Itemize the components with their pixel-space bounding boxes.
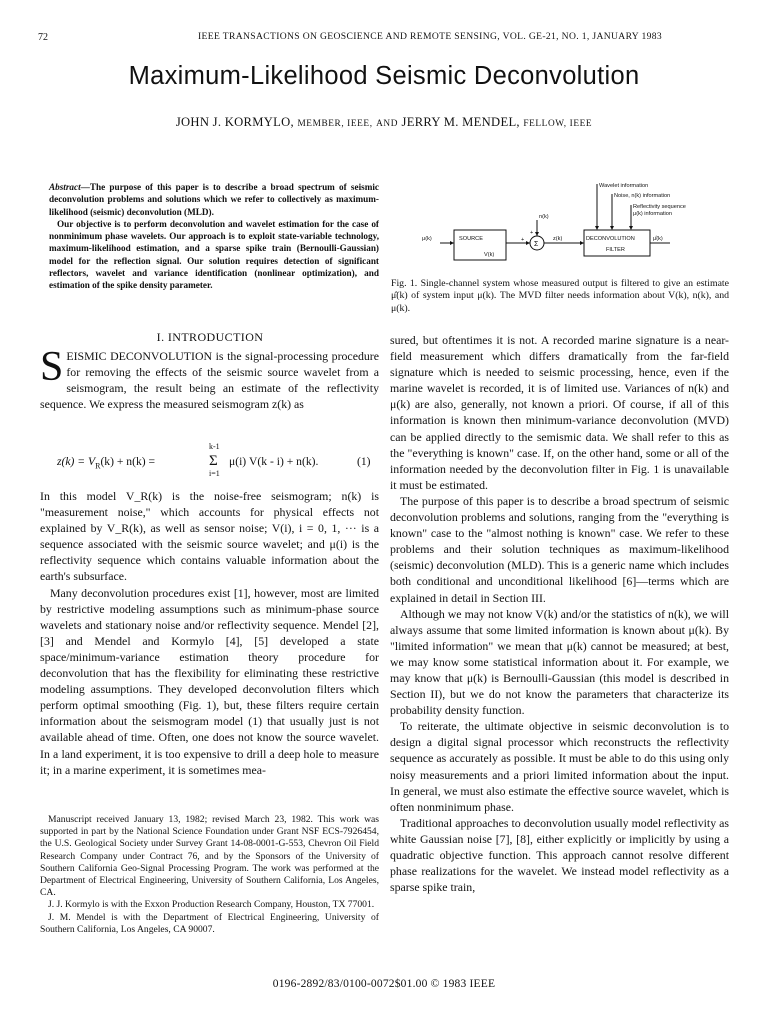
label-deconvolution: DECONVOLUTION xyxy=(586,236,635,242)
footnotes xyxy=(40,814,379,936)
eq-sum-bottom: i=1 xyxy=(209,469,220,478)
intro-p3: Many deconvolution procedures exist [1], however, most are limited by restrictive modeling assumptions such as minimum-phase source wavelets and stationary noise and/or reflectivity sequence. Mendel [2], [3] and Mendel and Kormylo [4], [5] developed a state space/minimum-variance estimation theory procedure for deconvolution that has the flexibility for eliminating these restrictive modeling assumptions. They developed deconvolution filters which perform optimal smoothing (Fig. 1), but, these filters require certain information about the seismogram model (1) that usually just is not available ahead of time. Often, one does not know the source wavelet. In a land experiment, it is too expensive to drill a deep hole to measure it; in a marine experiment, it is sometimes mea- xyxy=(40,585,379,777)
label-mu-hat: μ̂(k) xyxy=(653,236,663,242)
left-column-body xyxy=(40,488,379,778)
footnote-1: Manuscript received January 13, 1982; revised March 23, 1982. This work was supported in part by the National Science Foundation under Grant NSF ECS-7926454, the U.S. Geological Society under Survey Grant 14-08-0001-G-553, Chevron Oil Field Research Company under Contract 76, and by the Sponsors of the University of Southern California Geo-Signal Processing Program. The work was performed at the Department of Electrical Engineering, University of Southern California, Los Angeles, CA. xyxy=(40,814,379,899)
eq-sub: R xyxy=(95,461,101,471)
abstract-label: Abstract xyxy=(49,182,81,192)
label-plus-left: + xyxy=(521,237,525,243)
label-zk: z(k) xyxy=(553,236,563,242)
eq-sum-top: k-1 xyxy=(209,442,220,451)
equation-1 xyxy=(57,442,381,482)
left-column-top xyxy=(40,344,379,412)
eq-number: (1) xyxy=(357,455,371,468)
label-wavelet-information: Wavelet information xyxy=(599,183,649,189)
copyright-line: 0196-2892/83/0100-0072$01.00 © 1983 IEEE xyxy=(272,978,496,990)
right-p3: Although we may not know V(k) and/or the statistics of n(k), we will always assume that some limited information is known about μ(k). By "limited information" we mean that μ(k) cannot be measured; at best, we may know some statistical information about it. For example, we may know that μ(k) is Bernoulli-Gaussian (this model is described in Section II), but we do not know the parameters that characterize its probability density function. xyxy=(390,606,729,718)
eq-rhs: μ(i) V(k - i) + n(k). xyxy=(229,455,319,468)
label-sigma: Σ xyxy=(534,241,539,248)
label-reflectivity-sequence: Reflectivity sequence xyxy=(633,204,686,210)
author-2-role: FELLOW, IEEE xyxy=(523,119,593,129)
source-box xyxy=(454,230,506,260)
intro-p2: In this model V_R(k) is the noise-free seismogram; n(k) is "measurement noise," which accounts for physical effects not explained by V_R(k), as well as sensor noise; V(i), i = 0, 1, ··· is a sequence associated with the seismic source wavelet; and μ(i) is the reflectivity sequence which contains valuable information about the earth's subsurface. xyxy=(40,489,379,584)
right-p2: The purpose of this paper is to describe a broad spectrum of seismic deconvolution problems and solutions, ranging from the "everything is known" case to the "almost nothing is known" case. We refer to these problems and their solution techniques as maximum-likelihood (seismic) deconvolution (MLD). This is a generic name which includes both conditional and unconditional likelihood [6]—terms which are explained in detail in Section III. xyxy=(390,493,729,605)
label-plus-top: + xyxy=(530,230,534,236)
footnote-2: J. J. Kormylo is with the Exxon Production Research Company, Houston, TX 77001. xyxy=(48,899,375,911)
author-1: JOHN J. KORMYLO, xyxy=(175,115,294,129)
abstract-p2: Our objective is to perform deconvolution and wavelet estimation for the case of nonminimum phase wavelets. Our approach is to exploit state-variable technology, maximum-likelihood estimation, and a sparse spike train (Bernoulli-Gaussian) model for the reflection signal. Our solution requires detection of significant reflectors, wavelet and variance identification (nonlinear optimization), and estimation of the spike density parameter. xyxy=(49,218,379,291)
author-and: AND xyxy=(376,119,399,129)
eq-lhs: z(k) = V xyxy=(57,455,96,468)
intro-p1: EISMIC DECONVOLUTION is the signal-processing procedure for removing the effects of the seismic source wavelet from a seismogram, the result being an estimate of the reflectivity sequence. We express the measured seismogram z(k) as xyxy=(40,349,379,412)
label-mu-information: μ(k) information xyxy=(633,211,672,217)
right-p1: sured, but oftentimes it is not. A recorded marine signature is a near-field measurement which differs dramatically from the far-field signature which is needed to seismic processing, hence, even if the marine wavelet is recorded, it is of limited use. Variances of n(k) and μ(k) are also, generally, not known a priori. Of course, if all of this information is known then minimum-variance deconvolution (MVD) can be applied directly to the semismic data. We shall refer to this as the "everything is known" case. If, on the other hand, some or all of the information needed by the deconvolution filter in Fig. 1 is unavailable it must be estimated. xyxy=(390,333,729,492)
label-noise-information: Noise, n(k) information xyxy=(614,193,671,199)
label-vk: V(k) xyxy=(484,252,495,258)
author-1-role: MEMBER, IEEE, xyxy=(297,119,373,129)
label-source: SOURCE xyxy=(459,236,483,242)
journal-header: IEEE TRANSACTIONS ON GEOSCIENCE AND REMOTE SENSING, VOL. GE-21, NO. 1, JANUARY 1983 xyxy=(198,31,663,42)
caption-text: Single-channel system whose measured output is filtered to give an estimate μ̂(k) of system input μ(k). The MVD filter needs information about V(k), n(k), and μ(k). xyxy=(391,278,729,314)
eq-sum-symbol: Σ xyxy=(209,453,218,469)
page-number: 72 xyxy=(38,32,48,43)
author-2: JERRY M. MENDEL, xyxy=(401,115,520,129)
label-mu-input: μ(k) xyxy=(422,236,432,242)
figure-1-caption xyxy=(391,278,729,315)
section-heading: I. INTRODUCTION xyxy=(156,330,264,344)
abstract-p1: —The purpose of this paper is to describe a broad spectrum of seismic deconvolution problems and solutions which we refer to collectively as maximum-likelihood (seismic) deconvolution (MLD). xyxy=(49,182,379,217)
paper-title: Maximum-Likelihood Seismic Deconvolution xyxy=(128,62,640,90)
footnote-3: J. M. Mendel is with the Department of Electrical Engineering, University of Southern California, Los Angeles, CA 90007. xyxy=(40,911,379,935)
right-column xyxy=(390,332,729,895)
label-nk: n(k) xyxy=(539,214,549,220)
author-line xyxy=(0,115,768,130)
eq-lhs-group xyxy=(57,455,155,470)
right-p5: Traditional approaches to deconvolution usually model reflectivity as white Gaussian noise [7], [8], either explicitly or implicitly by using a quadratic objective function. This approach cannot resolve different phase realizations for the wavelet. We instead model reflectivity as a sparse spike train, xyxy=(390,815,729,895)
eq-mid: (k) + n(k) = xyxy=(100,455,156,468)
abstract xyxy=(49,181,379,292)
label-filter: FILTER xyxy=(606,247,625,253)
caption-label: Fig. 1. xyxy=(391,278,418,289)
drop-cap: S xyxy=(40,344,64,390)
figure-1-diagram xyxy=(420,178,732,268)
right-p4: To reiterate, the ultimate objective in seismic deconvolution is to design a digital signal processor which reconstructs the reflectivity sequence as accurately as possible. It must be able to do this using only noisy measurements and a priori limited information about the input. In general, we must also estimate the effective source wavelet, which is often nonminimum phase. xyxy=(390,719,729,814)
